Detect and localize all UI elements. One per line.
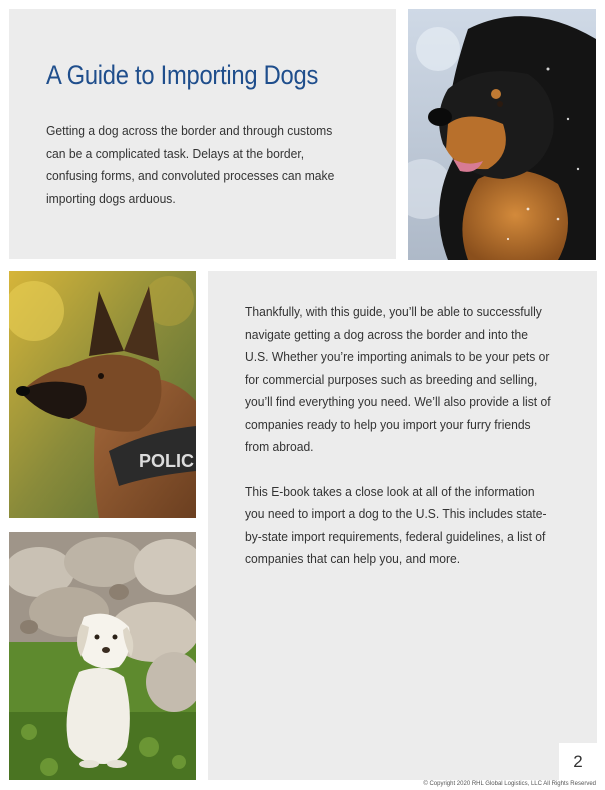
police-dog-photo [9, 271, 196, 518]
page-number: 2 [559, 743, 597, 780]
copyright-notice: © Copyright 2020 RHL Global Logistics, LLC All Rights Reserved [423, 781, 596, 787]
body-paragraph-1: Thankfully, with this guide, you’ll be able to successfully navigate getting a dog across the border and into the U.S. Whether you’re importing animals to be your pets or for commercial purposes such as breeding and selling, you’ll find everything you need. We’ll also provide a list of companies ready to help you import your furry friends from abroad. [245, 304, 551, 454]
puppy-with-sheep-photo [9, 532, 196, 780]
body-text [245, 301, 552, 593]
mastiff-photo [408, 9, 596, 260]
page-title: A Guide to Importing Dogs [46, 60, 319, 90]
body-paragraph-2: This E-book takes a close look at all of the information you need to import a dog to the U.S. This includes state-by-state import requirements, federal guidelines, a list of companies that can help you, and more. [245, 483, 547, 566]
collar-text: POLIC [139, 451, 195, 471]
intro-paragraph: Getting a dog across the border and through customs can be a complicated task. Delays at the border, confusing forms, and convoluted processes can make importing dogs arduous. [46, 123, 335, 206]
